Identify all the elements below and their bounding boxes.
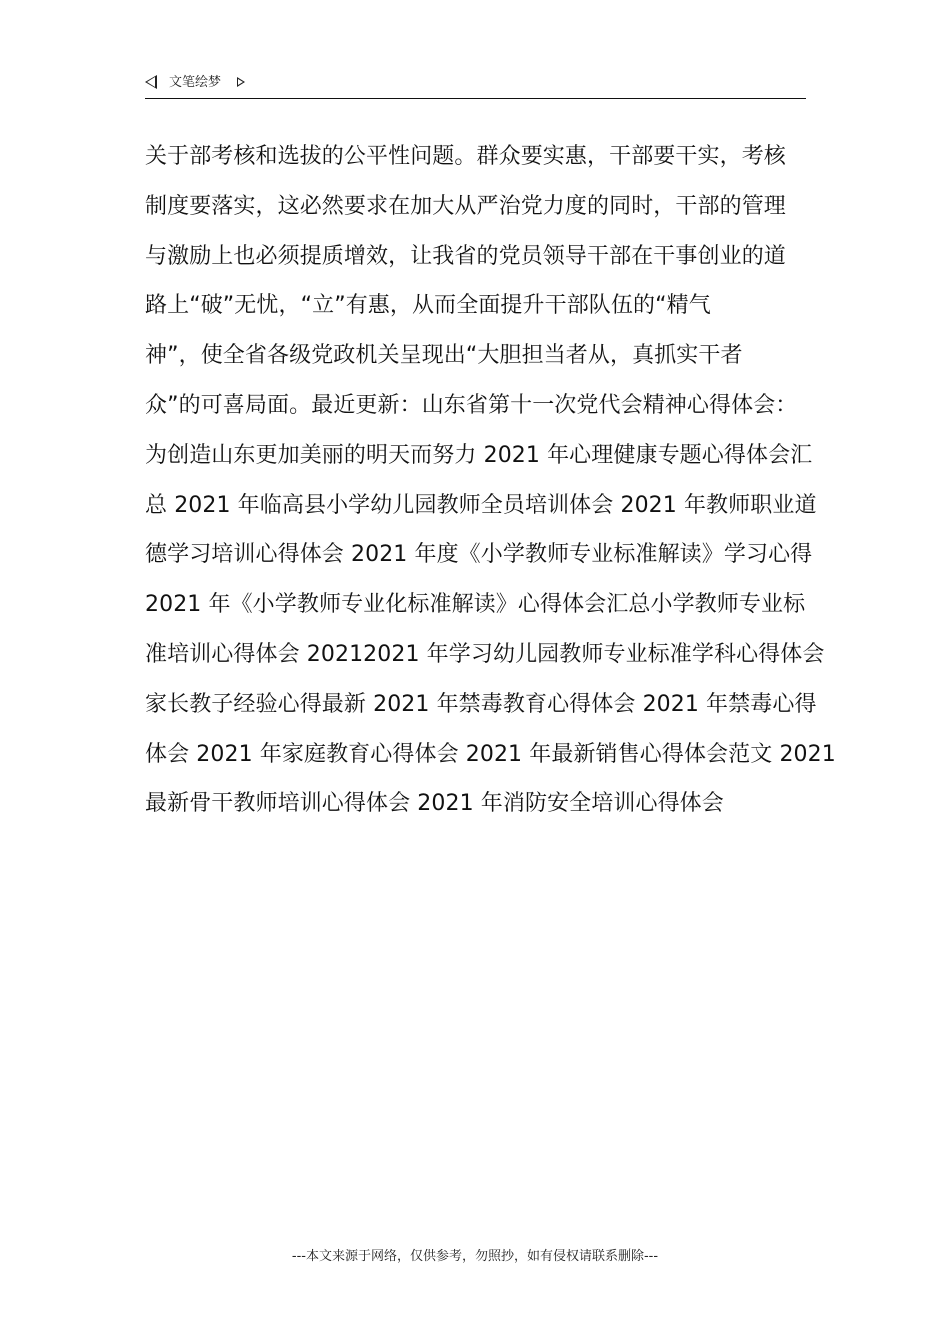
body-line: 总 2021 年临高县小学幼儿园教师全员培训体会 2021 年教师职业道 bbox=[145, 492, 817, 518]
header-title: 文笔绘梦 bbox=[169, 75, 222, 90]
body-line: 体会 2021 年家庭教育心得体会 2021 年最新销售心得体会范文 2021 bbox=[145, 741, 836, 767]
triangle-right-outline-icon bbox=[237, 77, 245, 87]
body-line: 众”的可喜局面。最近更新：山东省第十一次党代会精神心得体会： bbox=[145, 392, 798, 418]
body-line: 路上“破”无忧，“立”有惠，从而全面提升干部队伍的“精气 bbox=[145, 293, 711, 319]
page-header bbox=[145, 72, 806, 99]
body-line: 准培训心得体会 20212021 年学习幼儿园教师专业标准学科心得体会 bbox=[145, 641, 825, 667]
page-footer: ---本文来源于网络，仅供参考，勿照抄，如有侵权请联系删除--- bbox=[291, 1249, 659, 1264]
body-line: 与激励上也必须提质增效，让我省的党员领导干部在干事创业的道 bbox=[145, 243, 786, 269]
body-line: 为创造山东更加美丽的明天而努力 2021 年心理健康专题心得体会汇 bbox=[145, 442, 813, 468]
body-line: 家长教子经验心得最新 2021 年禁毒教育心得体会 2021 年禁毒心得 bbox=[145, 691, 817, 717]
document-body bbox=[145, 132, 836, 829]
body-line: 德学习培训心得体会 2021 年度《小学教师专业标准解读》学习心得 bbox=[145, 542, 813, 568]
triangle-left-outline-icon bbox=[145, 75, 157, 89]
body-line: 2021 年《小学教师专业化标准解读》心得体会汇总小学教师专业标 bbox=[145, 592, 806, 618]
body-line: 神”，使全省各级党政机关呈现出“大胆担当者从，真抓实干者 bbox=[145, 343, 743, 369]
body-line: 最新骨干教师培训心得体会 2021 年消防安全培训心得体会 bbox=[145, 791, 724, 817]
body-line: 关于部考核和选拔的公平性问题。群众要实惠，干部要干实，考核 bbox=[145, 144, 786, 169]
body-line: 制度要落实，这必然要求在加大从严治党力度的同时，干部的管理 bbox=[145, 193, 786, 219]
